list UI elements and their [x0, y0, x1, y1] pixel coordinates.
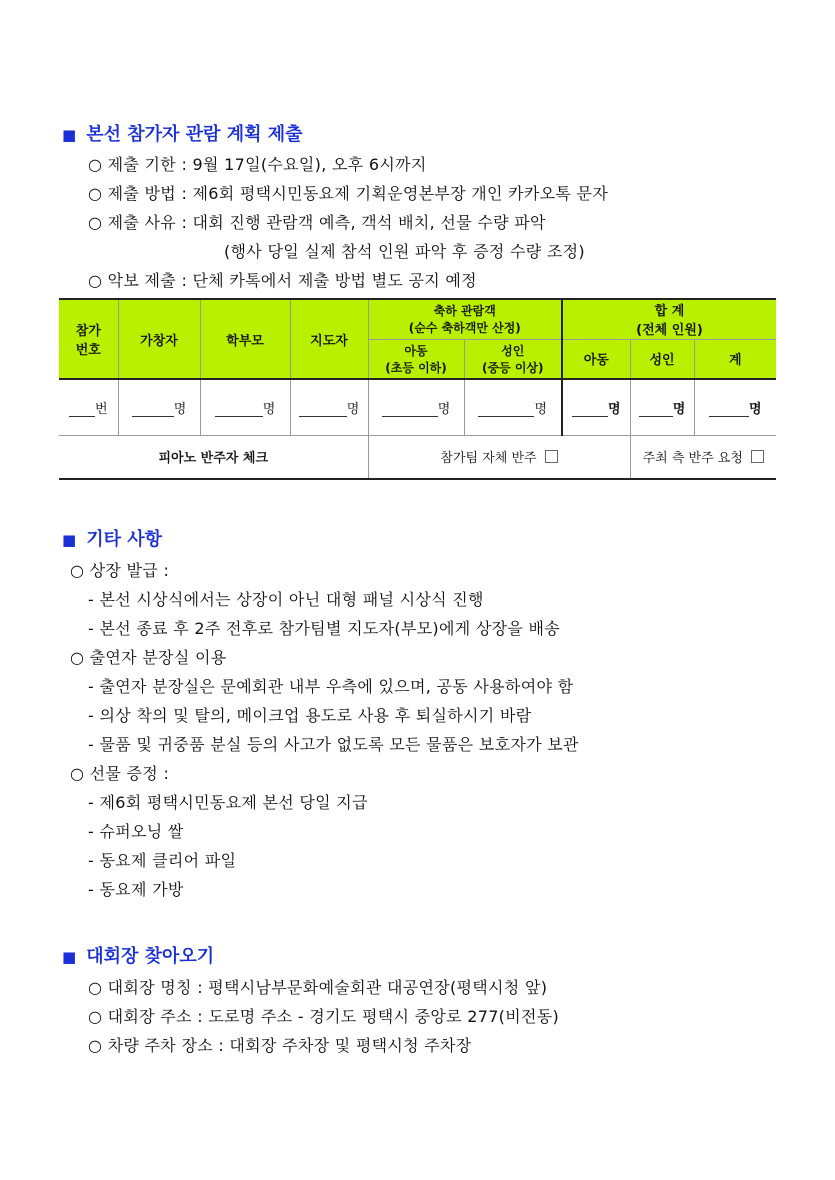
input-row	[59, 379, 776, 435]
singer-count-cell[interactable]: 명	[118, 379, 200, 435]
teacher-count-cell[interactable]: 명	[290, 379, 368, 435]
list-item: - 제6회 평택시민동요제 본선 당일 지급	[88, 793, 368, 812]
venue-address: ○ 대회장 주소 : 도로명 주소 - 경기도 평택시 중앙로 277(비전동)	[88, 1007, 560, 1026]
list-item: - 물품 및 귀중품 분실 등의 사고가 없도록 모든 물품은 보호자가 보관	[88, 735, 579, 754]
total-adult-count-cell[interactable]: 명	[630, 379, 694, 435]
checkbox-self-accompaniment[interactable]	[545, 450, 558, 463]
list-item: - 출연자 분장실은 문예회관 내부 우측에 있으며, 공동 사용하여야 함	[88, 677, 574, 696]
header-total: 합 계 (전체 인원)	[562, 299, 776, 339]
header-parent: 학부모	[200, 299, 290, 379]
piano-option-host[interactable]: 주최 측 반주 요청	[630, 435, 776, 479]
header-audience-child: 아동 (초등 이하)	[368, 339, 464, 379]
piano-option-self[interactable]: 참가팀 자체 반주	[368, 435, 630, 479]
gift-presentation: ○ 선물 증정 :	[70, 764, 170, 783]
section-title-submission: ■ 본선 참가자 관람 계획 제출	[62, 124, 303, 145]
dressing-room: ○ 출연자 분장실 이용	[70, 648, 227, 667]
square-bullet-icon: ■	[62, 948, 77, 966]
submission-reason-note: (행사 당일 실제 참석 인원 파악 후 증정 수량 조정)	[224, 242, 585, 261]
attendance-plan-table	[59, 298, 776, 480]
list-item: - 동요제 가방	[88, 880, 184, 899]
list-item: - 슈퍼오닝 쌀	[88, 822, 184, 841]
audience-child-count-cell[interactable]: 명	[368, 379, 464, 435]
header-participant-number: 참가 번호	[59, 299, 118, 379]
header-total-adult: 성인	[630, 339, 694, 379]
checkbox-host-accompaniment[interactable]	[751, 450, 764, 463]
header-audience: 축하 관람객 (순수 축하객만 산정)	[368, 299, 562, 339]
audience-adult-count-cell[interactable]: 명	[464, 379, 562, 435]
section-title-etc: ■ 기타 사항	[62, 529, 163, 550]
list-item: - 의상 착의 및 탈의, 메이크업 용도로 사용 후 퇴실하시기 바람	[88, 706, 532, 725]
header-teacher: 지도자	[290, 299, 368, 379]
score-submission: ○ 악보 제출 : 단체 카톡에서 제출 방법 별도 공지 예정	[88, 271, 477, 290]
piano-check-label: 피아노 반주자 체크	[59, 435, 368, 479]
header-audience-adult: 성인 (중등 이상)	[464, 339, 562, 379]
award-issue: ○ 상장 발급 :	[70, 561, 170, 580]
section-title-directions: ■ 대회장 찾아오기	[62, 946, 215, 967]
square-bullet-icon: ■	[62, 531, 77, 549]
number-cell[interactable]: 번	[59, 379, 118, 435]
list-item: - 본선 시상식에서는 상장이 아닌 대형 패널 시상식 진행	[88, 590, 484, 609]
parent-count-cell[interactable]: 명	[200, 379, 290, 435]
submission-reason: ○ 제출 사유 : 대회 진행 관람객 예측, 객석 배치, 선물 수량 파악	[88, 213, 546, 232]
total-child-count-cell[interactable]: 명	[562, 379, 630, 435]
venue-name: ○ 대회장 명칭 : 평택시남부문화예술회관 대공연장(평택시청 앞)	[88, 978, 548, 997]
header-singer: 가창자	[118, 299, 200, 379]
list-item: - 동요제 클리어 파일	[88, 851, 237, 870]
parking-location: ○ 차량 주차 장소 : 대회장 주차장 및 평택시청 주차장	[88, 1036, 472, 1055]
header-total-child: 아동	[562, 339, 630, 379]
submission-method: ○ 제출 방법 : 제6회 평택시민동요제 기획운영본부장 개인 카카오톡 문자	[88, 184, 609, 203]
square-bullet-icon: ■	[62, 126, 77, 144]
list-item: - 본선 종료 후 2주 전후로 참가팀별 지도자(부모)에게 상장을 배송	[88, 619, 561, 638]
total-sum-count-cell[interactable]: 명	[694, 379, 776, 435]
submission-deadline: ○ 제출 기한 : 9월 17일(수요일), 오후 6시까지	[88, 155, 427, 174]
header-total-sum: 계	[694, 339, 776, 379]
